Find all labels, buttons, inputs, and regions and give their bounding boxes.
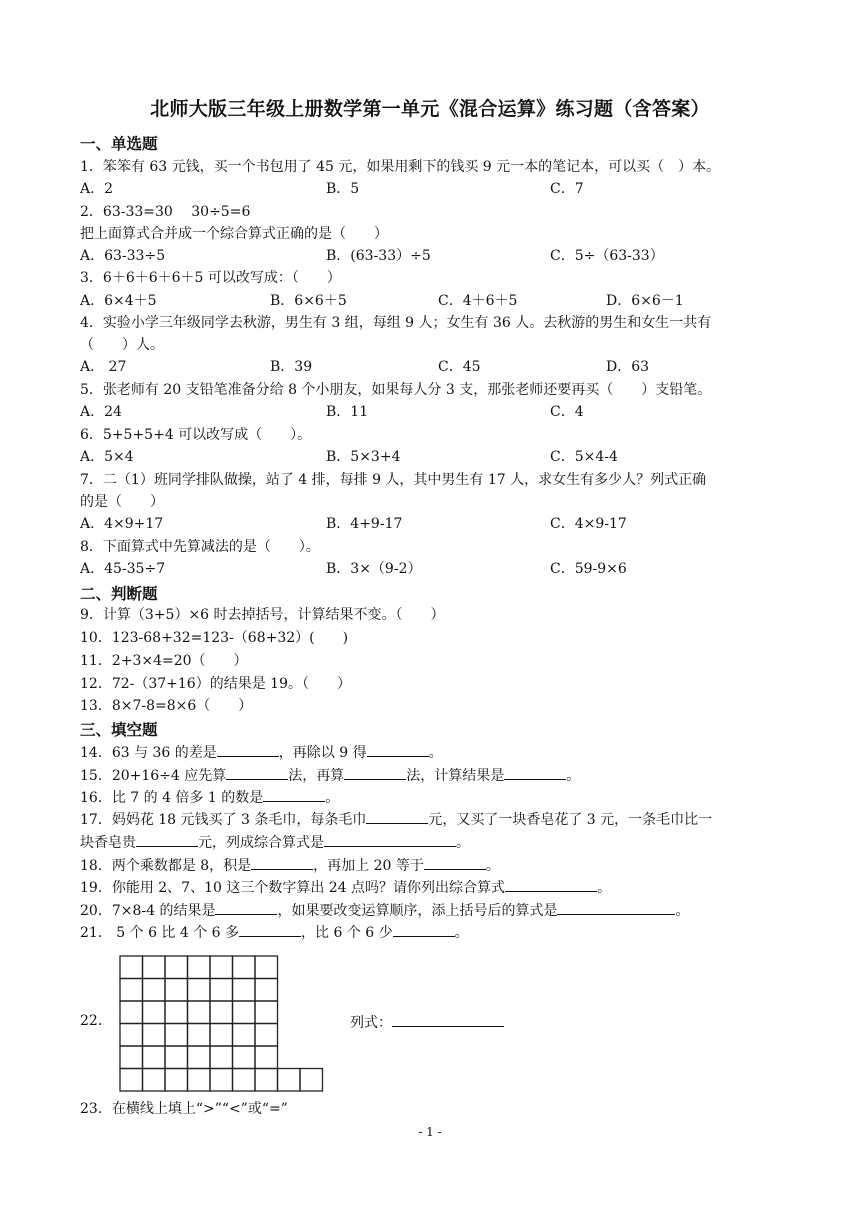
grid-cell (278, 1069, 301, 1092)
grid-cell (143, 1001, 166, 1024)
q17-text-1: 17．妈妈花 18 元钱买了 3 条毛巾，每条毛巾 (80, 812, 367, 828)
question-2-stem: 把上面算式合并成一个综合算式正确的是（ ） (80, 226, 388, 242)
answer-blank[interactable] (324, 832, 456, 847)
q4-option-b: B．39 (270, 359, 313, 375)
grid-cell (120, 1069, 143, 1092)
q15-text-4: 。 (566, 768, 581, 784)
question-18 (80, 855, 500, 876)
grid-cell (300, 1069, 323, 1092)
grid-cell (165, 1046, 188, 1069)
section-heading-fill-blank: 三、填空题 (80, 721, 158, 739)
grid-cell (165, 956, 188, 979)
q2-option-b: B．(63-33）÷5 (326, 248, 431, 264)
q8-option-a: A．45-35÷7 (80, 561, 166, 577)
q20-text-3: 。 (675, 903, 690, 919)
grid-cell (255, 1069, 278, 1092)
grid-cell (143, 1046, 166, 1069)
question-22-number: 22． (80, 1013, 112, 1029)
grid-cell (210, 1024, 233, 1047)
answer-blank[interactable] (344, 765, 406, 780)
q21-text-3: 。 (454, 925, 469, 941)
q4-option-d: D．63 (606, 359, 650, 375)
q8-option-c: C．59-9×6 (550, 561, 627, 577)
question-12: 12．72-（37+16）的结果是 19。（ ） (80, 676, 351, 692)
q3-option-c: C．4＋6＋5 (438, 293, 518, 309)
question-17-cont (80, 832, 470, 853)
q15-text-3: 法，计算结果是 (406, 768, 505, 784)
grid-cell (120, 956, 143, 979)
grid-cell (233, 1024, 256, 1047)
question-5: 5．张老师有 20 支铅笔准备分给 8 个小朋友，如果每人分 3 支，那张老师还要再买（ ）支铅笔。 (80, 382, 712, 398)
grid-cell (188, 1069, 211, 1092)
grid-cell (143, 956, 166, 979)
grid-cell (255, 979, 278, 1002)
q16-text-2: 。 (325, 790, 340, 806)
question-9: 9．计算（3+5）×6 时去掉括号，计算结果不变。（ ） (80, 607, 445, 623)
q5-option-a: A．24 (80, 404, 122, 420)
question-4: 4．实验小学三年级同学去秋游，男生有 3 组，每组 9 人；女生有 36 人。去秋游的男生和女生一共有 (80, 315, 712, 331)
grid-cell (120, 979, 143, 1002)
question-13: 13．8×7-8=8×6（ ） (80, 698, 253, 714)
q22-formula-label: 列式： (350, 1015, 392, 1031)
answer-blank[interactable] (263, 787, 325, 802)
question-14 (80, 742, 443, 763)
q20-text-2: ，如果要改变运算顺序，添上括号后的算式是 (277, 903, 558, 919)
q5-option-c: C．4 (550, 404, 584, 420)
q5-option-b: B．11 (326, 404, 369, 420)
answer-blank[interactable] (367, 742, 429, 757)
q3-option-b: B．6×6＋5 (270, 293, 347, 309)
question-7: 7．二（1）班同学排队做操，站了 4 排，每排 9 人，其中男生有 17 人，求女生有多少人？列式正确 (80, 472, 707, 488)
answer-blank[interactable] (226, 765, 288, 780)
grid-cell (210, 979, 233, 1002)
q14-text-2: ，再除以 9 得 (278, 745, 367, 761)
q21-text-2: ，比 6 个 6 少 (301, 925, 393, 941)
q7-option-b: B．4+9-17 (326, 516, 403, 532)
answer-blank[interactable] (557, 900, 675, 915)
section-heading-true-false: 二、判断题 (80, 585, 158, 603)
grid-cell (233, 1001, 256, 1024)
question-4-cont: （ ）人。 (80, 337, 164, 353)
question-22-formula (350, 1012, 504, 1033)
q6-option-b: B．5×3+4 (326, 449, 401, 465)
answer-blank[interactable] (136, 832, 198, 847)
grid-cell (233, 1069, 256, 1092)
grid-cell (233, 979, 256, 1002)
grid-cell (188, 956, 211, 979)
grid-cell (188, 1046, 211, 1069)
q17-text-4: 元，列成综合算式是 (198, 835, 324, 851)
q17-text-2: 元，又买了一块香皂花了 3 元，一条毛巾比一 (428, 812, 713, 828)
grid-cell (120, 1046, 143, 1069)
grid-cell (120, 1001, 143, 1024)
page-title: 北师大版三年级上册数学第一单元《混合运算》练习题（含答案） (150, 98, 710, 120)
question-1: 1．笨笨有 63 元钱，买一个书包用了 45 元，如果用剩下的钱买 9 元一本的笔记本，可以买（ ）本。 (80, 159, 721, 175)
grid-cell (255, 1046, 278, 1069)
grid-cell (210, 1001, 233, 1024)
q19-text-2: 。 (597, 880, 612, 896)
grid-cell (210, 1046, 233, 1069)
q4-option-c: C．45 (438, 359, 481, 375)
answer-blank[interactable] (215, 900, 277, 915)
question-15 (80, 765, 580, 786)
page-number: - 1 - (418, 1125, 442, 1139)
q16-text-1: 16．比 7 的 4 倍多 1 的数是 (80, 790, 264, 806)
q18-text-2: ，再加上 20 等于 (313, 858, 424, 874)
square-grid-figure (119, 955, 329, 1095)
grid-cell (165, 1001, 188, 1024)
q1-option-c: C．7 (550, 181, 584, 197)
answer-blank[interactable] (505, 877, 597, 892)
answer-blank[interactable] (392, 1012, 504, 1027)
grid-cell (188, 1024, 211, 1047)
q6-option-a: A．5×4 (80, 449, 134, 465)
q6-option-c: C．5×4-4 (550, 449, 618, 465)
grid-cell (188, 1001, 211, 1024)
q1-option-b: B．5 (326, 181, 360, 197)
question-17 (80, 809, 712, 830)
question-21 (80, 922, 469, 943)
grid-cell (143, 979, 166, 1002)
answer-blank[interactable] (251, 855, 313, 870)
q20-text-1: 20．7×8-4 的结果是 (80, 903, 216, 919)
grid-cell (120, 1024, 143, 1047)
answer-blank[interactable] (424, 855, 486, 870)
grid-cell (210, 1069, 233, 1092)
answer-blank[interactable] (366, 809, 428, 824)
grid-cell (233, 956, 256, 979)
question-19 (80, 877, 611, 898)
q18-text-1: 18．两个乘数都是 8，积是 (80, 858, 252, 874)
q3-option-d: D．6×6－1 (606, 293, 684, 309)
answer-blank[interactable] (239, 922, 301, 937)
q1-option-a: A．2 (80, 181, 114, 197)
q21-text-1: 21． 5 个 6 比 4 个 6 多 (80, 925, 240, 941)
grid-cell (233, 1046, 256, 1069)
q14-text-1: 14．63 与 36 的差是 (80, 745, 217, 761)
grid-cell (255, 1024, 278, 1047)
q4-option-a: A． 27 (80, 359, 127, 375)
section-heading-single-choice: 一、单选题 (80, 135, 158, 153)
q7-option-a: A．4×9+17 (80, 516, 164, 532)
q2-option-a: A．63-33÷5 (80, 248, 166, 264)
q19-text-1: 19．你能用 2、7、10 这三个数字算出 24 点吗？请你列出综合算式 (80, 880, 506, 896)
answer-blank[interactable] (504, 765, 566, 780)
question-23: 23．在横线上填上“>”“<”或“=” (80, 1101, 288, 1117)
question-3: 3．6＋6＋6＋6＋5 可以改写成：（ ） (80, 270, 341, 286)
question-8: 8．下面算式中先算减法的是（ ）。 (80, 539, 320, 555)
grid-cell (165, 1069, 188, 1092)
q14-text-3: 。 (428, 745, 443, 761)
grid-cell (255, 956, 278, 979)
question-10: 10．123-68+32=123-（68+32）( ) (80, 630, 349, 646)
question-7-cont: 的是（ ） (80, 494, 164, 510)
q17-text-5: 。 (456, 835, 470, 851)
q7-option-c: C．4×9-17 (550, 516, 627, 532)
q8-option-b: B．3×（9-2） (326, 561, 422, 577)
q17-text-3: 块香皂贵 (80, 835, 136, 851)
q2-option-c: C．5÷（63-33） (550, 248, 664, 264)
grid-cell (143, 1069, 166, 1092)
question-11: 11．2+3×4=20（ ） (80, 653, 248, 669)
question-2: 2．63-33=30 30÷5=6 (80, 204, 251, 220)
q3-option-a: A．6×4＋5 (80, 293, 157, 309)
answer-blank[interactable] (393, 922, 455, 937)
grid-cell (210, 956, 233, 979)
grid-cell (165, 1024, 188, 1047)
q15-text-1: 15．20+16÷4 应先算 (80, 768, 227, 784)
q15-text-2: 法，再算 (288, 768, 345, 784)
q18-text-3: 。 (485, 858, 500, 874)
grid-cell (165, 979, 188, 1002)
grid-cell (188, 979, 211, 1002)
question-20 (80, 900, 689, 921)
grid-cell (143, 1024, 166, 1047)
answer-blank[interactable] (217, 742, 279, 757)
question-6: 6．5+5+5+4 可以改写成（ ）。 (80, 427, 312, 443)
grid-cell (255, 1001, 278, 1024)
question-16 (80, 787, 339, 808)
